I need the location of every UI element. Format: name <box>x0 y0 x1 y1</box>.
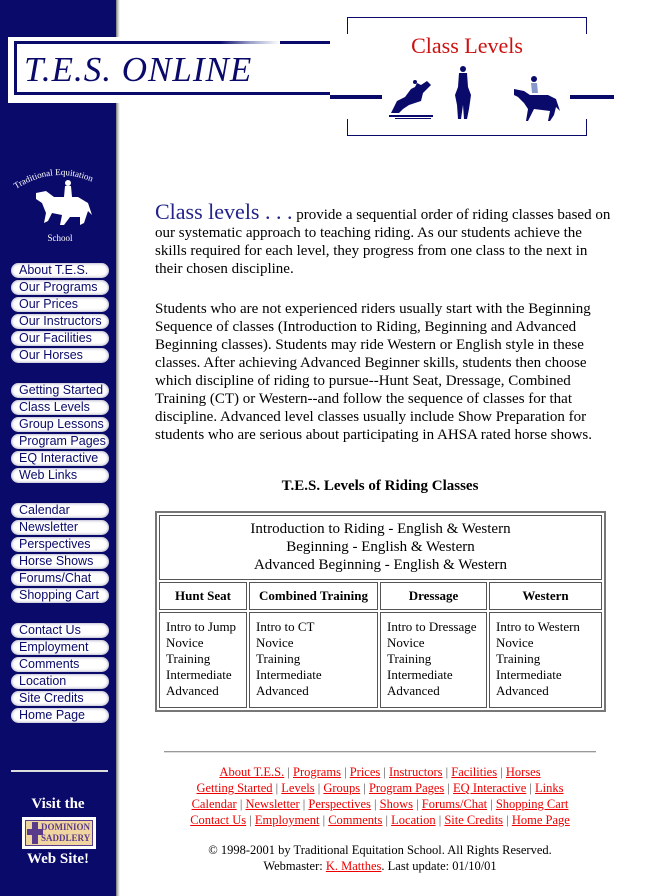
level-item: Intermediate <box>387 667 453 682</box>
footer-link-employment[interactable]: Employment <box>254 813 320 827</box>
webmaster-link[interactable]: K. Matthes <box>325 859 382 873</box>
nav-class-levels[interactable]: Class Levels <box>11 400 109 415</box>
footer-link-calendar[interactable]: Calendar <box>191 797 237 811</box>
banner-rule-right <box>570 95 614 99</box>
footer-link-prices[interactable]: Prices <box>349 765 381 779</box>
footer-link-shows[interactable]: Shows <box>379 797 413 811</box>
footer-separator: | <box>340 765 350 779</box>
footer-separator: | <box>442 765 452 779</box>
discipline-levels-row <box>159 612 602 708</box>
footer-link-horses[interactable]: Horses <box>505 765 541 779</box>
banner-rule-left <box>330 95 382 99</box>
level-item: Novice <box>256 635 294 650</box>
nav-group-programs <box>11 383 109 485</box>
level-item: Training <box>496 651 541 666</box>
nav-group-community <box>11 503 109 605</box>
common-level: Beginning - English & Western <box>286 539 475 555</box>
footer-separator: | <box>526 781 536 795</box>
footer-separator: | <box>382 813 392 827</box>
copyright-block <box>155 842 605 874</box>
footer-link-forums-chat[interactable]: Forums/Chat <box>421 797 488 811</box>
western-levels <box>489 612 602 708</box>
webmaster-line <box>155 858 605 874</box>
footer-separator: | <box>380 765 390 779</box>
footer-link-program-pages[interactable]: Program Pages <box>368 781 445 795</box>
webmaster-label: Webmaster: <box>263 859 326 873</box>
footer-separator: | <box>360 781 369 795</box>
dressage-levels <box>380 612 487 708</box>
dominion-saddlery-badge <box>25 820 93 846</box>
level-item: Novice <box>387 635 425 650</box>
level-item: Advanced <box>387 683 440 698</box>
level-item: Intermediate <box>166 667 232 682</box>
footer-separator: | <box>444 781 454 795</box>
footer-link-shopping-cart[interactable]: Shopping Cart <box>495 797 569 811</box>
footer-links <box>155 764 605 828</box>
footer-link-instructors[interactable]: Instructors <box>389 765 443 779</box>
footer-link-groups[interactable]: Groups <box>323 781 361 795</box>
header-hunt-seat: Hunt Seat <box>159 582 247 610</box>
footer-link-location[interactable]: Location <box>391 813 436 827</box>
emblem-top-text: Traditional Equitation <box>11 166 95 191</box>
nav-our-horses[interactable]: Our Horses <box>11 348 109 363</box>
nav-eq-interactive[interactable]: EQ Interactive <box>11 451 109 466</box>
sidebar-divider <box>11 770 108 772</box>
nav-group-contact <box>11 623 109 725</box>
level-item: Intro to Western <box>496 619 580 634</box>
level-item: Novice <box>496 635 534 650</box>
common-level: Introduction to Riding - English & Western <box>250 521 511 537</box>
levels-table <box>155 511 606 712</box>
footer-separator: | <box>370 797 380 811</box>
footer-link-row <box>155 812 605 828</box>
footer-link-getting-started[interactable]: Getting Started <box>196 781 273 795</box>
common-levels-row <box>159 515 602 580</box>
footer-link-row <box>155 764 605 780</box>
footer-separator: | <box>497 765 506 779</box>
table-title: T.E.S. Levels of Riding Classes <box>281 478 479 494</box>
level-item: Intro to Dressage <box>387 619 477 634</box>
footer-link-levels[interactable]: Levels <box>281 781 315 795</box>
discipline-header-row <box>159 582 602 610</box>
footer-link-row <box>155 780 605 796</box>
common-level: Advanced Beginning - English & Western <box>253 557 508 573</box>
level-item: Training <box>166 651 211 666</box>
nav-newsletter[interactable]: Newsletter <box>11 520 109 535</box>
promo-website-text: Web Site! <box>26 851 90 867</box>
nav-location[interactable]: Location <box>11 674 109 689</box>
levels-paragraph: Students who are not experienced riders usually start with the Beginning Sequence of classes (Introduction to Riding, Beginning and Advanced Beginning classes). Students may ride Western or English style in these classes. After achieving Advanced Beginner skills, students then choose which discipline of riding to pursue--Hunt Seat, Dressage, Combined Training (CT) or Western--and follow the sequence of classes for that discipline. Advanced level classes usually include Show Preparation for students who are serious about participating in AHSA rated horse shows. <box>155 301 593 443</box>
footer-link-row <box>155 796 605 812</box>
footer-separator: | <box>236 797 246 811</box>
intro-paragraph <box>155 199 615 278</box>
footer-separator: | <box>246 813 255 827</box>
footer-separator: | <box>284 765 294 779</box>
page-banner <box>347 17 587 136</box>
copyright-text: © 1998-2001 by Traditional Equitation School. All Rights Reserved. <box>208 843 552 857</box>
western-horse-icon <box>512 75 564 123</box>
level-item: Advanced <box>166 683 219 698</box>
footer-separator: | <box>503 813 512 827</box>
footer-link-newsletter[interactable]: Newsletter <box>245 797 300 811</box>
footer-separator: | <box>413 797 422 811</box>
nav-site-credits[interactable]: Site Credits <box>11 691 109 706</box>
intro-text: provide a sequential order of riding classes based on our systematic approach to teaching riding. As our students achieve the skills required for each level, they progress from one class to the next in their chosen discipline. <box>155 207 611 277</box>
level-item: Advanced <box>256 683 309 698</box>
nav-perspectives[interactable]: Perspectives <box>11 537 109 552</box>
dominion-saddlery-logo[interactable] <box>22 817 96 849</box>
nav-about-tes[interactable]: About T.E.S. <box>11 263 109 278</box>
level-item: Intro to CT <box>256 619 315 634</box>
nav-our-facilities[interactable]: Our Facilities <box>11 331 109 346</box>
level-item: Intermediate <box>496 667 562 682</box>
site-title: T.E.S. ONLINE <box>24 50 253 89</box>
dominion-logo-line2: SADDLERY <box>41 833 91 843</box>
footer-divider <box>164 751 596 753</box>
nav-getting-started[interactable]: Getting Started <box>11 383 109 398</box>
nav-group-lessons[interactable]: Group Lessons <box>11 417 109 432</box>
jumping-horse-icon <box>387 79 437 121</box>
nav-home-page[interactable]: Home Page <box>11 708 109 723</box>
svg-text:Traditional Equitation <box>12 167 95 191</box>
level-item: Training <box>387 651 432 666</box>
nav-program-pages[interactable]: Program Pages <box>11 434 109 449</box>
hunt-seat-levels <box>159 612 247 708</box>
footer-link-site-credits[interactable]: Site Credits <box>444 813 504 827</box>
level-item: Intro to Jump <box>166 619 237 634</box>
common-levels-cell <box>159 515 602 580</box>
nav-contact-us[interactable]: Contact Us <box>11 623 109 638</box>
footer-separator: | <box>487 797 496 811</box>
nav-comments[interactable]: Comments <box>11 657 109 672</box>
footer-link-perspectives[interactable]: Perspectives <box>308 797 371 811</box>
nav-our-programs[interactable]: Our Programs <box>11 280 109 295</box>
level-item: Advanced <box>496 683 549 698</box>
footer-link-about-t-e-s[interactable]: About T.E.S. <box>219 765 285 779</box>
nav-our-prices[interactable]: Our Prices <box>11 297 109 312</box>
footer-separator: | <box>319 813 329 827</box>
level-item: Training <box>256 651 301 666</box>
footer-separator: | <box>299 797 309 811</box>
nav-horse-shows[interactable]: Horse Shows <box>11 554 109 569</box>
intro-lead: Class levels . . . <box>155 199 293 224</box>
nav-our-instructors[interactable]: Our Instructors <box>11 314 109 329</box>
footer-separator: | <box>435 813 445 827</box>
nav-group-about <box>11 263 109 365</box>
sidebar-shadow <box>116 0 120 896</box>
banner-frame-top <box>347 17 587 34</box>
nav-forums-chat[interactable]: Forums/Chat <box>11 571 109 586</box>
combined-training-levels <box>249 612 378 708</box>
footer-link-facilities[interactable]: Facilities <box>451 765 498 779</box>
footer-link-links[interactable]: Links <box>535 781 564 795</box>
nav-web-links[interactable]: Web Links <box>11 468 109 483</box>
dressage-rider-icon <box>36 180 92 225</box>
nav-employment[interactable]: Employment <box>11 640 109 655</box>
nav-calendar[interactable]: Calendar <box>11 503 109 518</box>
banner-title: Class Levels <box>411 33 523 58</box>
school-emblem[interactable] <box>8 165 112 245</box>
site-logo-fade <box>220 41 280 44</box>
footer-link-programs[interactable]: Programs <box>293 765 341 779</box>
footer-separator: | <box>272 781 282 795</box>
footer-link-contact-us[interactable]: Contact Us <box>190 813 247 827</box>
header-western: Western <box>489 582 602 610</box>
last-update: . Last update: 01/10/01 <box>381 859 497 873</box>
level-item: Intermediate <box>256 667 322 682</box>
footer-separator: | <box>314 781 324 795</box>
emblem-bottom-text: School <box>47 233 73 243</box>
footer-link-eq-interactive[interactable]: EQ Interactive <box>453 781 527 795</box>
footer-link-home-page[interactable]: Home Page <box>511 813 570 827</box>
nav-shopping-cart[interactable]: Shopping Cart <box>11 588 109 603</box>
header-dressage: Dressage <box>380 582 487 610</box>
dominion-logo-line1: DOMINION <box>41 822 90 832</box>
promo-visit-text: Visit the <box>31 796 85 812</box>
level-item: Novice <box>166 635 204 650</box>
footer-link-comments[interactable]: Comments <box>328 813 383 827</box>
dressage-horse-icon <box>451 65 475 121</box>
header-combined-training: Combined Training <box>249 582 378 610</box>
